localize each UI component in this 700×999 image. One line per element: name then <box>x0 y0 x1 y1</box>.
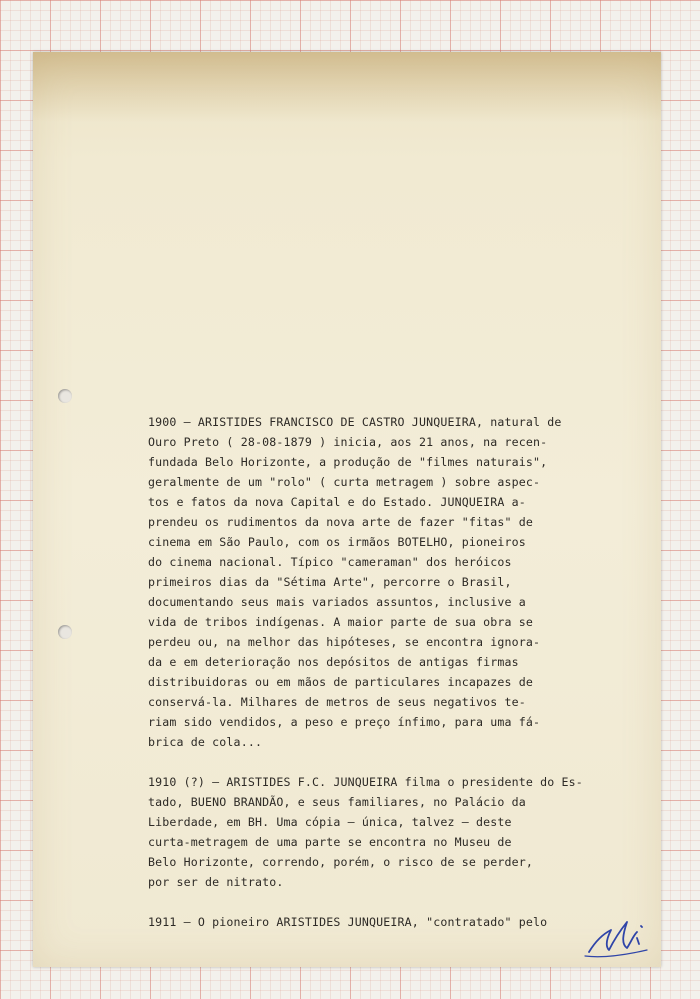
text-line: Belo Horizonte, correndo, porém, o risco de se perder, <box>148 855 534 869</box>
entry-1911 <box>148 912 638 932</box>
text-line: riam sido vendidos, a peso e preço ínfimo, para uma fá- <box>148 715 541 729</box>
text-line: Liberdade, em BH. Uma cópia — única, talvez — deste <box>148 815 512 829</box>
text-line: cinema em São Paulo, com os irmãos BOTELHO, pioneiros <box>148 535 526 549</box>
text-line: da e em deterioração nos depósitos de antigas firmas <box>148 655 519 669</box>
text-line: 1911 — O pioneiro ARISTIDES JUNQUEIRA, "contratado" pelo <box>148 915 548 929</box>
text-line: 1910 (?) — ARISTIDES F.C. JUNQUEIRA filma o presidente do Es- <box>148 775 583 789</box>
text-line: curta-metragem de uma parte se encontra no Museu de <box>148 835 512 849</box>
text-line: fundada Belo Horizonte, a produção de "filmes naturais", <box>148 455 548 469</box>
typed-text <box>148 412 638 952</box>
text-line: do cinema nacional. Típico "cameraman" dos heróicos <box>148 555 512 569</box>
entry-1900 <box>148 412 638 752</box>
entry-1910 <box>148 772 638 892</box>
punch-hole <box>58 389 72 403</box>
text-line: perdeu ou, na melhor das hipóteses, se encontra ignora- <box>148 635 541 649</box>
text-line: tos e fatos da nova Capital e do Estado. JUNQUEIRA a- <box>148 495 526 509</box>
text-line: tado, BUENO BRANDÃO, e seus familiares, no Palácio da <box>148 795 526 809</box>
text-line: por ser de nitrato. <box>148 875 284 889</box>
text-line: prendeu os rudimentos da nova arte de fazer "fitas" de <box>148 515 534 529</box>
text-line: documentando seus mais variados assuntos, inclusive a <box>148 595 526 609</box>
text-line: brica de cola... <box>148 735 263 749</box>
text-line: conservá-la. Milhares de metros de seus negativos te- <box>148 695 526 709</box>
text-line: geralmente de um "rolo" ( curta metragem ) sobre aspec- <box>148 475 541 489</box>
text-line: distribuidoras ou em mãos de particulares incapazes de <box>148 675 534 689</box>
typed-sheet <box>33 52 661 967</box>
handwritten-signature <box>581 912 651 962</box>
text-line: Ouro Preto ( 28-08-1879 ) inicia, aos 21 anos, na recen- <box>148 435 548 449</box>
text-line: 1900 — ARISTIDES FRANCISCO DE CASTRO JUNQUEIRA, natural de <box>148 415 562 429</box>
text-line: vida de tribos indígenas. A maior parte de sua obra se <box>148 615 534 629</box>
text-line: primeiros dias da "Sétima Arte", percorre o Brasil, <box>148 575 512 589</box>
punch-hole <box>58 625 72 639</box>
